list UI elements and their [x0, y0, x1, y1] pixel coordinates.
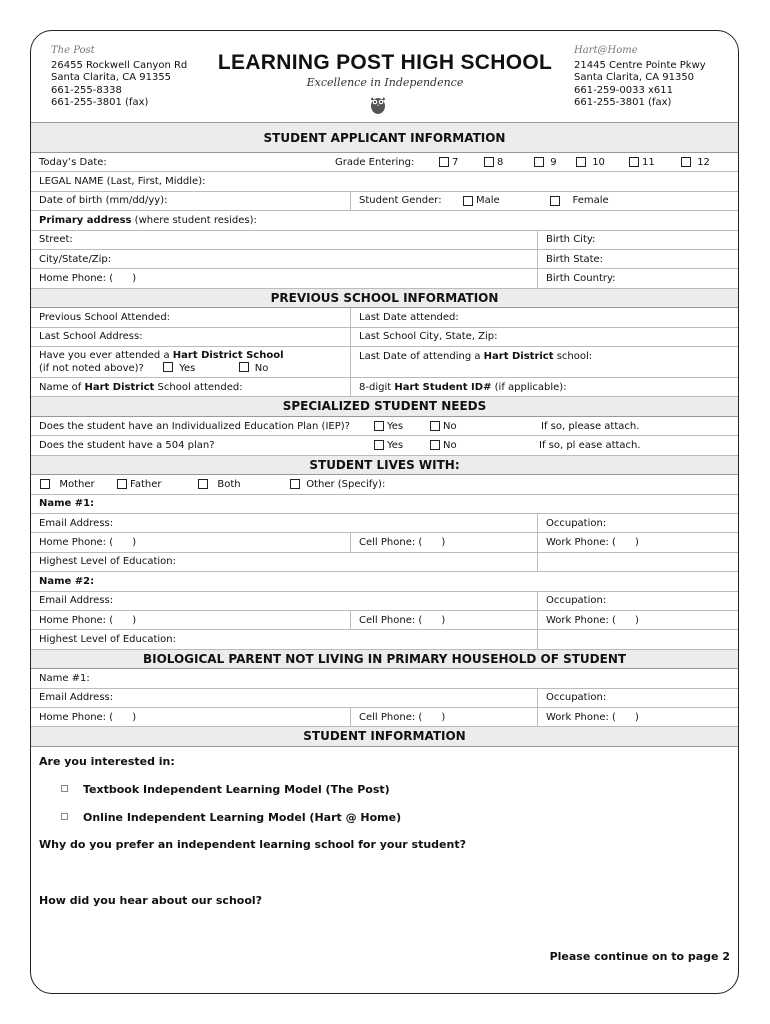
guardian2-education-extra[interactable]	[537, 630, 546, 648]
row-date-grade	[31, 153, 738, 172]
the-post-logo: The Post	[51, 45, 95, 56]
option-textbook-model[interactable]: Textbook Independent Learning Model (The Post)	[61, 783, 390, 796]
checkbox-icon[interactable]	[534, 157, 544, 167]
how-heard-question: How did you hear about our school?	[39, 893, 263, 907]
row-guardian1-name	[31, 495, 738, 514]
guardian1-occupation-field[interactable]: Occupation:	[537, 514, 606, 532]
iep-attach-note: If so, please attach.	[541, 420, 640, 432]
row-hart-attended	[31, 347, 738, 378]
grade-entering-label: Grade Entering:	[335, 156, 415, 168]
plan-504-yes-option[interactable]: Yes	[374, 436, 403, 454]
row-iep	[31, 417, 738, 436]
continue-note: Please continue on to page 2	[549, 949, 730, 963]
form-grid	[31, 122, 738, 994]
checkbox-icon[interactable]	[576, 157, 586, 167]
row-guardian1-education	[31, 553, 738, 572]
the-post-fax: 661-255-3801 (fax)	[51, 97, 149, 108]
todays-date-field[interactable]: Today’s Date:	[39, 156, 107, 168]
bio-occupation-field[interactable]: Occupation:	[537, 689, 606, 707]
street-field[interactable]: Street:	[39, 234, 73, 246]
row-guardian2-education	[31, 630, 738, 649]
legal-name-field[interactable]: LEGAL NAME (Last, First, Middle):	[39, 176, 206, 188]
bio-email-field[interactable]: Email Address:	[39, 692, 114, 704]
hart-school-name-field[interactable]: Name of Hart District School attended:	[39, 381, 243, 393]
checkbox-icon[interactable]	[198, 479, 208, 489]
last-school-city-field[interactable]: Last School City, State, Zip:	[350, 328, 498, 346]
guardian2-email-field[interactable]: Email Address:	[39, 595, 114, 607]
dob-field[interactable]: Date of birth (mm/dd/yy):	[39, 195, 168, 207]
last-hart-date-field[interactable]: Last Date of attending a Hart District school:	[350, 347, 592, 377]
hart-home-logo: Hart@Home	[574, 45, 638, 56]
checkbox-icon[interactable]	[374, 440, 384, 450]
lives-mother-option[interactable]: Mother	[40, 475, 95, 493]
grade-12-option[interactable]: 12	[681, 153, 710, 171]
page-title: LEARNING POST HIGH SCHOOL	[217, 51, 553, 74]
hart-attended-no[interactable]: No	[239, 363, 269, 374]
checkbox-icon[interactable]	[681, 157, 691, 167]
row-guardian2-phones	[31, 611, 738, 630]
student-info-block	[31, 747, 738, 994]
checkbox-icon[interactable]	[290, 479, 300, 489]
bio-cell-phone-field[interactable]: Cell Phone: ( )	[350, 708, 445, 726]
row-guardian1-email	[31, 514, 738, 533]
why-independent-question: Why do you prefer an independent learning school for your student?	[39, 837, 466, 851]
checkbox-icon[interactable]	[239, 362, 249, 372]
checkbox-icon[interactable]	[61, 813, 68, 820]
school-title-block	[199, 51, 571, 89]
previous-school-field[interactable]: Previous School Attended:	[39, 311, 171, 323]
section-student-info-heading: STUDENT INFORMATION	[31, 727, 738, 747]
checkbox-icon[interactable]	[374, 421, 384, 431]
checkbox-icon[interactable]	[163, 362, 173, 372]
the-post-contact	[51, 45, 187, 110]
checkbox-icon[interactable]	[484, 157, 494, 167]
row-bio-email	[31, 689, 738, 708]
iep-question: Does the student have an Individualized Education Plan (IEP)?	[39, 420, 350, 432]
guardian2-home-phone-field[interactable]: Home Phone: ( )	[39, 614, 137, 626]
city-state-zip-field[interactable]: City/State/Zip:	[39, 253, 112, 265]
row-guardian1-phones	[31, 533, 738, 552]
gender-label: Student Gender:	[350, 192, 442, 210]
plan-504-no-option[interactable]: No	[430, 436, 457, 454]
row-legal-name	[31, 172, 738, 191]
lives-father-option[interactable]: Father	[117, 475, 161, 493]
grade-7-option[interactable]: 7	[439, 153, 458, 171]
guardian2-cell-phone-field[interactable]: Cell Phone: ( )	[350, 611, 445, 629]
checkbox-icon[interactable]	[40, 479, 50, 489]
row-last-address	[31, 328, 738, 347]
row-lives-options	[31, 475, 738, 494]
guardian1-email-field[interactable]: Email Address:	[39, 517, 114, 529]
row-home-phone	[31, 269, 738, 288]
lives-other-option[interactable]: Other (Specify):	[290, 475, 385, 493]
hart-home-address1: 21445 Centre Pointe Pkwy	[574, 59, 706, 71]
hart-home-fax: 661-255-3801 (fax)	[574, 97, 672, 108]
the-post-address2: Santa Clarita, CA 91355	[51, 72, 172, 83]
home-phone-field[interactable]: Home Phone: ( )	[39, 273, 137, 285]
primary-address-label: Primary address (where student resides):	[39, 214, 257, 226]
guardian1-cell-phone-field[interactable]: Cell Phone: ( )	[350, 533, 445, 551]
grade-10-option[interactable]: 10	[576, 153, 605, 171]
guardian1-work-phone-field[interactable]: Work Phone: ( )	[537, 533, 639, 551]
hart-home-address2: Santa Clarita, CA 91350	[574, 72, 695, 83]
hart-attended-yes[interactable]: Yes	[163, 363, 195, 374]
plan-504-question: Does the student have a 504 plan?	[39, 439, 215, 451]
hart-attended-question: Have you ever attended a Hart District School (if not noted above)? Yes No	[39, 349, 284, 374]
the-post-address1: 26455 Rockwell Canyon Rd	[51, 59, 188, 71]
gender-female-option[interactable]: Female	[550, 192, 609, 210]
section-bio-heading: BIOLOGICAL PARENT NOT LIVING IN PRIMARY HOUSEHOLD OF STUDENT	[31, 650, 738, 670]
section-special-heading: SPECIALIZED STUDENT NEEDS	[31, 397, 738, 417]
the-post-phone: 661-255-8338	[51, 84, 122, 96]
guardian2-name-field[interactable]: Name #2:	[39, 575, 95, 587]
row-guardian2-name	[31, 572, 738, 591]
section-previous-heading: PREVIOUS SCHOOL INFORMATION	[31, 289, 738, 309]
last-date-attended-field[interactable]: Last Date attended:	[350, 308, 459, 326]
hart-home-contact	[574, 45, 706, 110]
checkbox-icon[interactable]	[430, 421, 440, 431]
birth-state-field[interactable]: Birth State:	[537, 250, 603, 268]
interested-question: Are you interested in:	[39, 754, 175, 768]
guardian2-work-phone-field[interactable]: Work Phone: ( )	[537, 611, 639, 629]
guardian2-occupation-field[interactable]: Occupation:	[537, 592, 606, 610]
checkbox-icon[interactable]	[629, 157, 639, 167]
form-header	[31, 31, 738, 122]
section-applicant-heading: STUDENT APPLICANT INFORMATION	[31, 122, 738, 153]
application-form-page	[30, 30, 739, 994]
option-online-model[interactable]: Online Independent Learning Model (Hart @ Home)	[61, 811, 401, 824]
gender-male-option[interactable]: Male	[463, 192, 500, 210]
hart-student-id-field[interactable]: 8-digit Hart Student ID# (if applicable):	[350, 378, 567, 396]
tagline: Excellence in Independence	[306, 76, 464, 89]
row-city	[31, 250, 738, 269]
row-bio-name	[31, 669, 738, 688]
grade-8-option[interactable]: 8	[484, 153, 503, 171]
checkbox-icon[interactable]	[117, 479, 127, 489]
guardian1-name-field[interactable]: Name #1:	[39, 498, 95, 510]
bio-name-field[interactable]: Name #1:	[39, 672, 90, 684]
owl-mascot-icon	[369, 93, 387, 115]
lives-both-option[interactable]: Both	[198, 475, 241, 493]
row-bio-phones	[31, 708, 738, 727]
guardian2-education-field[interactable]: Highest Level of Education:	[39, 634, 176, 645]
checkbox-icon[interactable]	[61, 785, 68, 792]
last-school-address-field[interactable]: Last School Address:	[39, 331, 143, 343]
hart-home-phone: 661-259-0033 x611	[574, 84, 674, 96]
row-dob-gender	[31, 192, 738, 211]
checkbox-icon[interactable]	[430, 440, 440, 450]
iep-yes-option[interactable]: Yes	[374, 417, 403, 435]
iep-no-option[interactable]: No	[430, 417, 457, 435]
plan-504-attach-note: If so, pl ease attach.	[539, 439, 641, 451]
guardian1-home-phone-field[interactable]: Home Phone: ( )	[39, 537, 137, 549]
checkbox-icon[interactable]	[439, 157, 449, 167]
grade-11-option[interactable]: 11	[629, 153, 655, 171]
row-guardian2-email	[31, 592, 738, 611]
row-504	[31, 436, 738, 455]
section-lives-heading: STUDENT LIVES WITH:	[31, 456, 738, 476]
row-primary-address	[31, 211, 738, 230]
guardian1-education-extra[interactable]	[537, 553, 546, 571]
row-street	[31, 231, 738, 250]
grade-9-option[interactable]: 9	[534, 153, 557, 171]
checkbox-icon[interactable]	[463, 196, 473, 206]
row-hart-name	[31, 378, 738, 397]
row-prev-school	[31, 308, 738, 327]
guardian1-education-field[interactable]: Highest Level of Education:	[39, 556, 176, 568]
bio-work-phone-field[interactable]: Work Phone: ( )	[537, 708, 639, 726]
birth-city-field[interactable]: Birth City:	[537, 231, 595, 249]
bio-home-phone-field[interactable]: Home Phone: ( )	[39, 711, 137, 723]
checkbox-icon[interactable]	[550, 196, 560, 206]
birth-country-field[interactable]: Birth Country:	[537, 269, 616, 287]
